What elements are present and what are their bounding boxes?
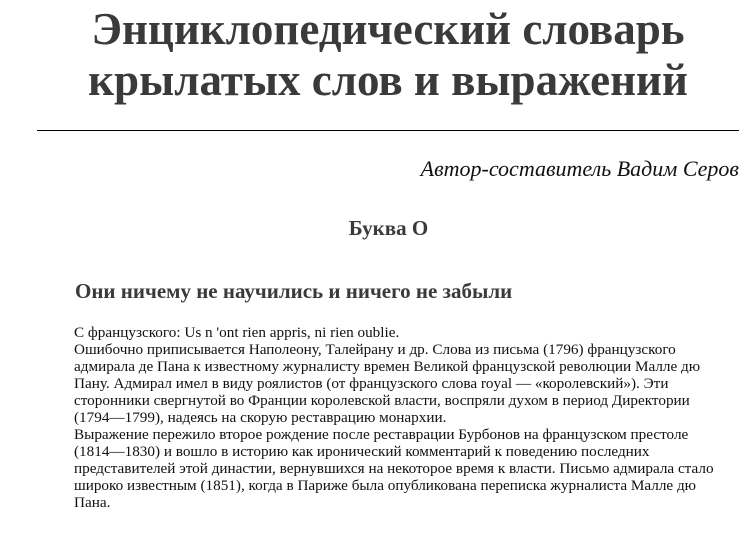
entry-body [74,324,714,511]
title-divider [37,130,739,131]
entry-paragraph-origin: С французского: Us n 'ont rien appris, ni rien oublie. [74,324,400,341]
entry-paragraph-history: Выражение пережило второе рождение после реставрации Бурбонов на французском престоле (1814—1830) и вошло в историю как иронический комментарий к поведению последних представителей этой династии, вернувшихся на некоторое время к власти. Письмо адмирала стало широко известным (1851), когда в Париже была опубликована переписка журналиста Малле дю Пана. [74,426,714,511]
book-title-line-1: Энциклопедический словарь [91,4,685,54]
entry-title: Они ничему не научились и ничего не забыли [75,279,513,303]
section-letter-heading: Буква О [348,216,429,240]
book-title [37,4,739,106]
book-title-line-2: крылатых слов и выражений [88,55,688,105]
author-credit: Автор-составитель Вадим Серов [420,156,739,181]
entry-paragraph-attribution: Ошибочно приписывается Наполеону, Талейрану и др. Слова из письма (1796) французского адмирала де Пана к известному журналисту времен Великой французской революции Малле дю Пану. Адмирал имел в виду роялистов (от французского слова royal — «королевский»). Эти сторонники свергнутой во Франции королевской власти, воспряли духом в период Директории (1794—1799), надеясь на скорую реставрацию монархии. [74,341,701,426]
